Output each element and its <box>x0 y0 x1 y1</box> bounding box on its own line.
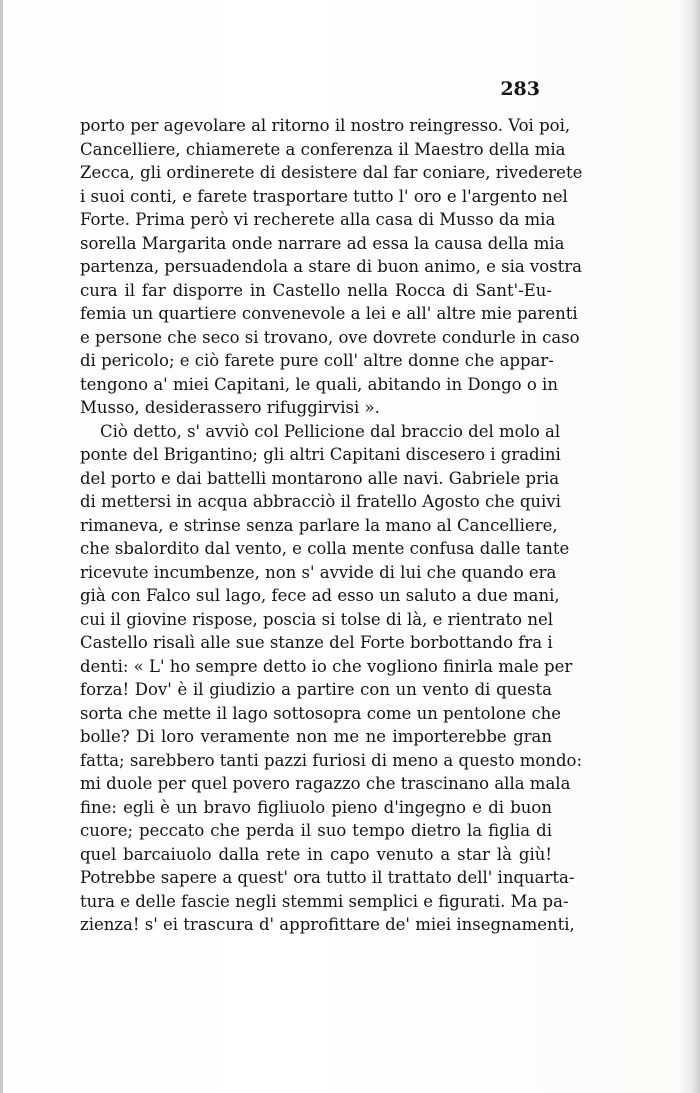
text-line: partenza, persuadendola a stare di buon animo, e sia vostra <box>80 257 583 276</box>
text-line: già con Falco sul lago, fece ad esso un saluto a due mani, <box>80 586 560 605</box>
text-line: ponte del Brigantino; gli altri Capitani discesero i gradini <box>80 445 561 464</box>
text-line: di pericolo; e ciò farete pure coll' altre donne che appar- <box>80 351 554 370</box>
text-line: Musso, desiderassero rifuggirvisi ». <box>80 398 380 417</box>
text-line: bolle? Di loro veramente non me ne importerebbe gran <box>80 727 552 746</box>
page-left-edge <box>0 0 3 1093</box>
text-line: forza! Dov' è il giudizio a partire con un vento di questa <box>80 680 552 699</box>
text-line: cura il far disporre in Castello nella Rocca di Sant'-Eu- <box>80 280 552 300</box>
text-line: cui il giovine rispose, poscia si tolse di là, e rientrato nel <box>80 609 554 629</box>
text-line: Cancelliere, chiamerete a conferenza il Maestro della mia <box>80 139 566 159</box>
text-line: quel barcaiuolo dalla rete in capo venuto a star là giù! <box>80 844 552 864</box>
text-line: del porto e dai battelli montarono alle navi. Gabriele pria <box>80 468 560 488</box>
text-line: fatta; sarebbero tanti pazzi furiosi di meno a questo mondo: <box>80 750 583 770</box>
page-right-shadow <box>678 0 700 1093</box>
text-line: ricevute incumbenze, non s' avvide di lui che quando era <box>80 562 557 582</box>
text-line: rimaneva, e strinse senza parlare la mano al Cancelliere, <box>80 515 558 535</box>
text-line: femia un quartiere convenevole a lei e all' altre mie parenti <box>80 304 578 323</box>
text-line: i suoi conti, e farete trasportare tutto l' oro e l'argento nel <box>80 186 568 206</box>
page-number: 283 <box>500 78 540 100</box>
text-line: tengono a' miei Capitani, le quali, abitando in Dongo o in <box>80 374 558 394</box>
text-line: fine: egli è un bravo figliuolo pieno d'ingegno e di buon <box>80 797 552 817</box>
text-line: Forte. Prima però vi recherete alla casa di Musso da mia <box>80 210 556 229</box>
text-line: Castello risalì alle sue stanze del Forte borbottando fra i <box>80 633 553 652</box>
text-line: porto per agevolare al ritorno il nostro reingresso. Voi poi, <box>80 116 571 135</box>
text-line: di mettersi in acqua abbracciò il fratello Agosto che quivi <box>80 492 561 511</box>
text-line: sorella Margarita onde narrare ad essa la causa della mia <box>80 233 565 253</box>
text-line: che sbalordito dal vento, e colla mente confusa dalle tante <box>80 539 570 558</box>
text-line: e persone che seco si trovano, ove dovrete condurle in caso <box>80 327 580 347</box>
text-line: Ciò detto, s' avviò col Pellicione dal braccio del molo al <box>100 421 561 441</box>
text-line: cuore; peccato che perda il suo tempo dietro la figlia di <box>80 821 552 840</box>
text-line: mi duole per quel povero ragazzo che trascinano alla mala <box>80 774 571 793</box>
text-line: denti: « L' ho sempre detto io che vogliono finirla male per <box>80 656 573 676</box>
text-line: sorta che mette il lago sottosopra come un pentolone che <box>80 703 562 723</box>
text-line: Potrebbe sapere a quest' ora tutto il trattato dell' inquarta- <box>80 868 575 887</box>
text-line: zienza! s' ei trascura d' approfittare de' miei insegnamenti, <box>80 915 575 934</box>
text-line: Zecca, gli ordinerete di desistere dal far coniare, rivederete <box>80 163 583 182</box>
text-line: tura e delle fascie negli stemmi semplici e figurati. Ma pa- <box>80 891 569 911</box>
body-text <box>80 114 583 937</box>
